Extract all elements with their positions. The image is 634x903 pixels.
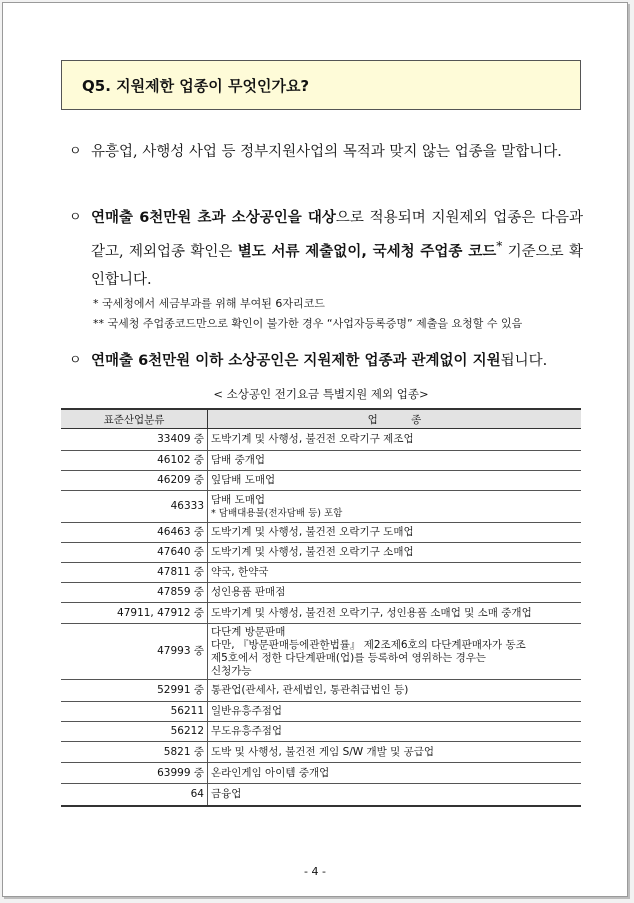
excluded-industries-table (61, 408, 581, 807)
industry-line: 잎담배 도매업 (211, 474, 276, 486)
question-box (61, 60, 581, 110)
question-title: Q5. 지원제한 업종이 무엇인가요? (82, 76, 310, 95)
industry-description (208, 680, 582, 702)
paragraph-1-text: 유흥업, 사행성 사업 등 정부지원사업의 목적과 맞지 않는 업종을 말합니다. (91, 144, 562, 160)
industry-line: 담배 중개업 (211, 454, 266, 466)
industry-code: 64 (61, 784, 208, 806)
emphasis-text: 별도 서류 제출없이, 국세청 주업종 코드 (237, 243, 497, 260)
table-header-row (61, 409, 581, 429)
paragraph-1 (69, 138, 583, 166)
industry-code: 47811 중 (61, 563, 208, 583)
industry-line: 금융업 (211, 787, 242, 800)
plain-text: 됩니다. (500, 353, 548, 369)
table-row (61, 680, 581, 702)
industry-description (208, 471, 582, 491)
industry-code: 47911, 47912 중 (61, 603, 208, 624)
plain-text: 기준으로 확인합니다. (91, 243, 583, 288)
industry-code: 46463 중 (61, 523, 208, 543)
industry-code: 5821 중 (61, 742, 208, 763)
paragraph-2 (69, 204, 583, 294)
paragraph-2-text (91, 204, 583, 294)
table-row (61, 471, 581, 491)
table-row (61, 523, 581, 543)
industry-code: 46102 중 (61, 451, 208, 471)
table-row (61, 543, 581, 563)
industry-line: 다단계 방문판매 (211, 625, 286, 638)
industry-description (208, 624, 582, 680)
industry-line: 무도유흥주점업 (211, 725, 283, 737)
industry-code: 52991 중 (61, 680, 208, 702)
table-caption: < 소상공인 전기요금 특별지원 제외 업종> (213, 387, 429, 401)
industry-description (208, 523, 582, 543)
industry-line: 다만, 『방문판매등에관한법률』 제2조제6호의 다단계판매자가 동조 (211, 638, 526, 651)
column-header-industry: 업 종 (208, 409, 582, 429)
industry-description (208, 543, 582, 563)
footnote-2: ** 국세청 주업종코드만으로 확인이 불가한 경우 “사업자등록증명” 제출을 요청할 수 있음 (93, 317, 523, 330)
industry-description (208, 722, 582, 742)
table-row (61, 624, 581, 680)
industry-line: 성인용품 판매점 (211, 586, 286, 598)
table-row (61, 742, 581, 763)
table-row (61, 491, 581, 523)
industry-line: 도박기계 및 사행성, 불건전 오락기구 제조업 (211, 433, 414, 445)
industry-line: 온라인게임 아이템 중개업 (211, 766, 330, 779)
industry-line: 도박기계 및 사행성, 불건전 오락기구 소매업 (211, 546, 414, 558)
industry-description (208, 583, 582, 603)
industry-code: 56211 (61, 702, 208, 722)
industry-line: 도박기계 및 사행성, 불건전 오락기구 도매업 (211, 526, 414, 538)
table-row (61, 603, 581, 624)
industry-description (208, 451, 582, 471)
industry-line: 도박 및 사행성, 불건전 게임 S/W 개발 및 공급업 (211, 745, 435, 758)
document-page (2, 2, 628, 897)
industry-description (208, 742, 582, 763)
industry-code: 47993 중 (61, 624, 208, 680)
paragraph-3-text (91, 347, 583, 375)
footnote-1: * 국세청에서 세금부과를 위해 부여된 6자리코드 (93, 297, 325, 310)
industry-description (208, 603, 582, 624)
industry-description (208, 563, 582, 583)
bullet-icon: ㅇ (69, 144, 82, 159)
table-row (61, 784, 581, 806)
industry-code: 47859 중 (61, 583, 208, 603)
plain-text: 으로 적용되며 지원제외 업종은 다음과 같고, 제외업종 확인은 (91, 210, 583, 260)
bullet-icon: ㅇ (69, 210, 82, 225)
industry-description (208, 702, 582, 722)
paragraph-3 (69, 347, 583, 375)
table-row (61, 702, 581, 722)
industry-description (208, 491, 582, 523)
industry-description (208, 429, 582, 451)
emphasis-text: 연매출 6천만원 이하 소상공인은 지원제한 업종과 관계없이 지원 (91, 353, 501, 369)
industry-code: 63999 중 (61, 763, 208, 784)
emphasis-text: 연매출 6천만원 초과 소상공인을 대상 (91, 210, 336, 226)
industry-code: 46209 중 (61, 471, 208, 491)
industry-line: 담배 도매업 (211, 493, 266, 506)
page-number: - 4 - (304, 865, 326, 878)
industry-code: 33409 중 (61, 429, 208, 451)
industry-code: 56212 (61, 722, 208, 742)
industry-line: 신청가능 (211, 664, 252, 677)
industry-line: 도박기계 및 사행성, 불건전 오락기구, 성인용품 소매업 및 소매 중개업 (211, 606, 532, 619)
bullet-icon: ㅇ (69, 353, 82, 368)
industry-line: 통관업(관세사, 관세법인, 통관취급법인 등) (211, 684, 409, 696)
table-row (61, 583, 581, 603)
industry-line: 제5호에서 정한 다단계판매(업)를 등록하여 영위하는 경우는 (211, 651, 486, 664)
industry-description (208, 784, 582, 806)
table-row (61, 763, 581, 784)
table-row (61, 563, 581, 583)
table-row (61, 451, 581, 471)
industry-note: * 담배대용물(전자담배 등) 포함 (211, 507, 343, 519)
industry-code: 47640 중 (61, 543, 208, 563)
industry-line: 일반유흥주점업 (211, 705, 283, 717)
column-header-code: 표준산업분류 (61, 409, 208, 429)
industry-description (208, 763, 582, 784)
footnote-mark: * (496, 239, 503, 253)
industry-code: 46333 (61, 491, 208, 523)
industry-line: 약국, 한약국 (211, 566, 269, 578)
table-row (61, 722, 581, 742)
table-row (61, 429, 581, 451)
table-body (61, 429, 581, 806)
